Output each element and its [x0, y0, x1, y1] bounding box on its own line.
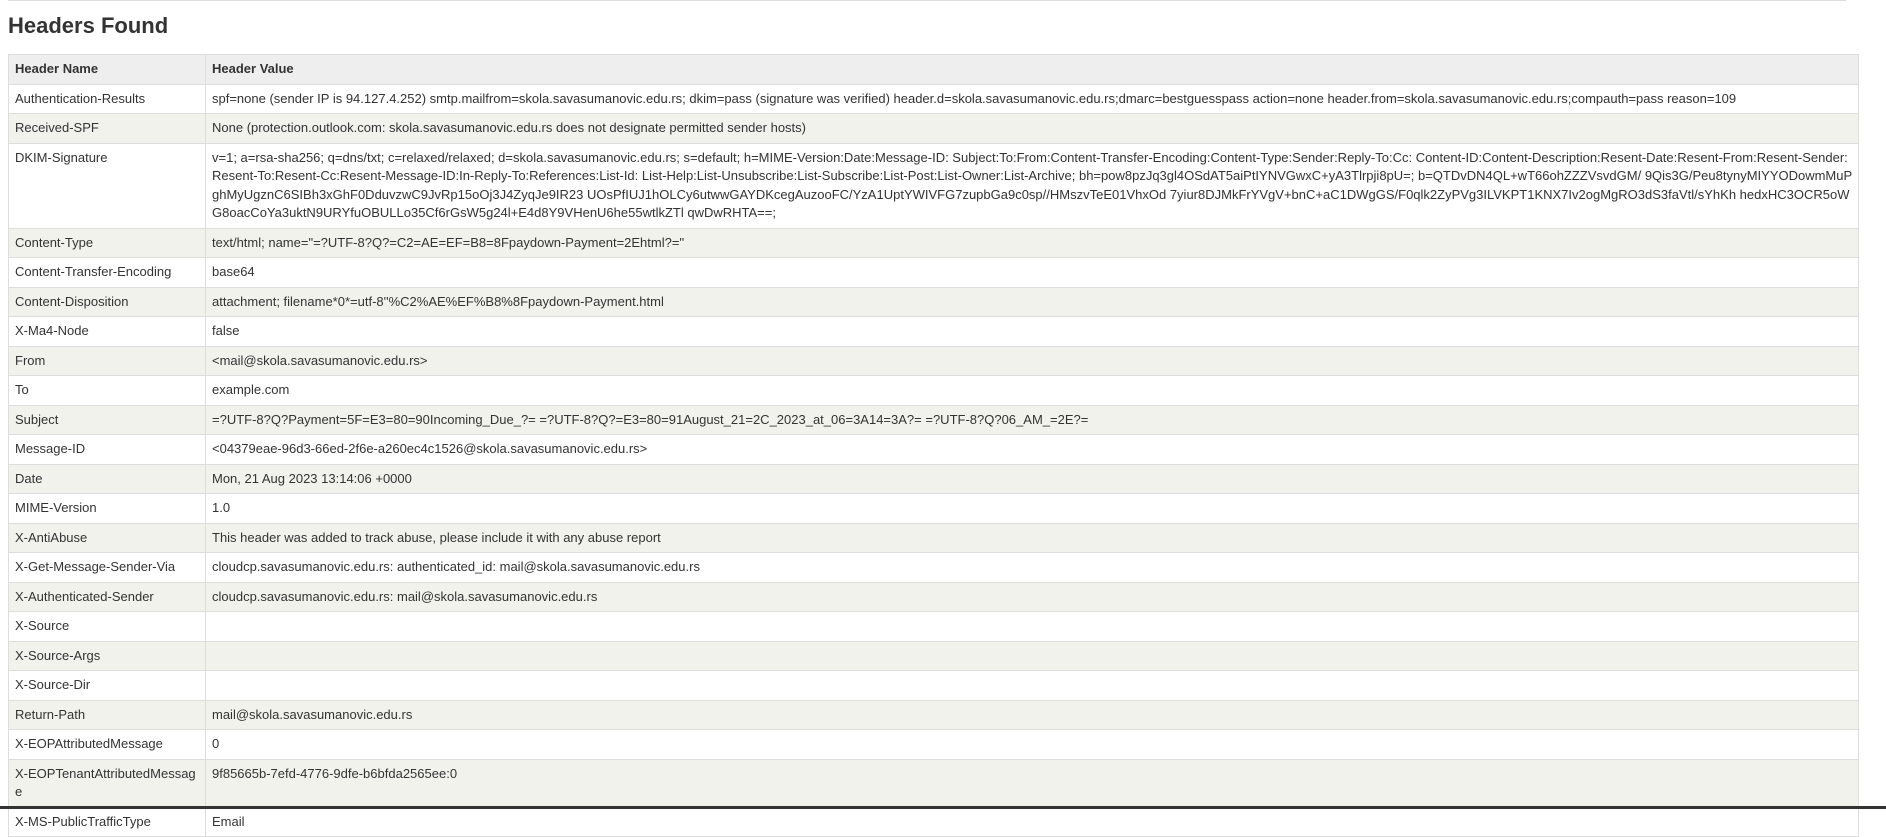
table-header-row — [9, 55, 1859, 85]
header-value-cell: base64 — [206, 258, 1859, 288]
table-row — [9, 671, 1859, 701]
header-value-cell: false — [206, 317, 1859, 347]
table-row — [9, 143, 1859, 228]
header-value-cell: cloudcp.savasumanovic.edu.rs: mail@skola.savasumanovic.edu.rs — [206, 582, 1859, 612]
table-row — [9, 464, 1859, 494]
header-name-cell: X-Source — [9, 612, 206, 642]
table-row — [9, 612, 1859, 642]
header-value-cell: mail@skola.savasumanovic.edu.rs — [206, 700, 1859, 730]
header-value-cell: 1.0 — [206, 494, 1859, 524]
header-value-cell: <04379eae-96d3-66ed-2f6e-a260ec4c1526@skola.savasumanovic.edu.rs> — [206, 435, 1859, 465]
header-name-cell: X-Authenticated-Sender — [9, 582, 206, 612]
header-name-cell: X-Ma4-Node — [9, 317, 206, 347]
headers-table — [8, 54, 1859, 837]
header-name-cell: Subject — [9, 405, 206, 435]
header-name-cell: Received-SPF — [9, 114, 206, 144]
table-row — [9, 523, 1859, 553]
header-name-cell: Authentication-Results — [9, 84, 206, 114]
table-row — [9, 730, 1859, 760]
table-row — [9, 317, 1859, 347]
table-row — [9, 84, 1859, 114]
table-row — [9, 807, 1859, 837]
column-header-value: Header Value — [206, 55, 1859, 85]
table-body — [9, 84, 1859, 837]
header-value-cell: spf=none (sender IP is 94.127.4.252) smtp.mailfrom=skola.savasumanovic.edu.rs; dkim=pass (signature was verified) header.d=skola.savasumanovic.edu.rs;dmarc=bestguesspass action=none header.from=skola.savasumanovic.edu.rs;compauth=pass reason=109 — [206, 84, 1859, 114]
header-name-cell: To — [9, 376, 206, 406]
page-title: Headers Found — [8, 13, 169, 38]
table-row — [9, 435, 1859, 465]
header-name-cell: DKIM-Signature — [9, 143, 206, 228]
table-row — [9, 405, 1859, 435]
header-name-cell: Return-Path — [9, 700, 206, 730]
header-name-cell: Content-Type — [9, 228, 206, 258]
table-row — [9, 346, 1859, 376]
header-value-cell: v=1; a=rsa-sha256; q=dns/txt; c=relaxed/relaxed; d=skola.savasumanovic.edu.rs; s=default; h=MIME-Version:Date:Message-ID: Subject:To:From:Content-Transfer-Encoding:Content-Type:Sender:Reply-To:Cc: Content-ID:Content-Description:Resent-Date:Resent-From:Resent-Sender: Resent-To:Resent-Cc:Resent-Message-ID:In-Reply-To:References:List-Id: List-Help:List-Unsubscribe:List-Subscribe:List-Post:List-Owner:List-Archive; bh=pow8pzJq3gl4OSdAT5aiPtIYNVGwxC+yA3Tlrpji8pU=; b=QTDvDN4QL+wT66ohZZZVsvdGM/ 9Qis3G/Peu8tynyMIYYODowmMuPghMyUgznC6SIBh3xGhF0DduvzwC9JvRp15oOj3J4ZyqJe9IR23 UOsPfIUJ1hOLCy6utwwGAYDKcegAuzooFC/YzA1UptYWIVFG7zupbGa9c0sp//HMszvTeE01VhxOd 7yiur8DJMkFrYVgV+bnC+aC1DWgGS/F0qlk2ZyPVg3ILVKPT1KNX7Iv2ogMgRO3dS3faVtl/sYhKh hedxHC3OCR5oWG8oacCoYa3uktN9URYfuOBULLo35Cf6rGsW5g24l+E4d8Y9VHenU6he55wtlkZTl qwDwRHTA==; — [206, 143, 1859, 228]
header-name-cell: X-EOPAttributedMessage — [9, 730, 206, 760]
header-name-cell: Date — [9, 464, 206, 494]
table-row — [9, 258, 1859, 288]
header-value-cell: None (protection.outlook.com: skola.savasumanovic.edu.rs does not designate permitted sender hosts) — [206, 114, 1859, 144]
table-row — [9, 376, 1859, 406]
header-name-cell: X-MS-PublicTrafficType — [9, 807, 206, 837]
header-value-cell: =?UTF-8?Q?Payment=5F=E3=80=90Incoming_Due_?= =?UTF-8?Q?=E3=80=91August_21=2C_2023_at_06=3A14=3A?= =?UTF-8?Q?06_AM_=2E?= — [206, 405, 1859, 435]
header-name-cell: Content-Disposition — [9, 287, 206, 317]
bottom-edge-bar — [0, 806, 1886, 809]
top-divider — [8, 0, 1846, 1]
header-name-cell: X-EOPTenantAttributedMessage — [9, 759, 206, 807]
table-row — [9, 287, 1859, 317]
header-value-cell: This header was added to track abuse, please include it with any abuse report — [206, 523, 1859, 553]
table-row — [9, 641, 1859, 671]
header-value-cell: 0 — [206, 730, 1859, 760]
header-name-cell: X-Get-Message-Sender-Via — [9, 553, 206, 583]
header-value-cell — [206, 671, 1859, 701]
header-value-cell: Email — [206, 807, 1859, 837]
headers-table-container — [8, 54, 1858, 837]
header-value-cell — [206, 612, 1859, 642]
table-row — [9, 582, 1859, 612]
header-value-cell: Mon, 21 Aug 2023 13:14:06 +0000 — [206, 464, 1859, 494]
table-row — [9, 494, 1859, 524]
header-value-cell: cloudcp.savasumanovic.edu.rs: authenticated_id: mail@skola.savasumanovic.edu.rs — [206, 553, 1859, 583]
header-value-cell: 9f85665b-7efd-4776-9dfe-b6bfda2565ee:0 — [206, 759, 1859, 807]
header-value-cell: attachment; filename*0*=utf-8''%C2%AE%EF%B8%8Fpaydown-Payment.html — [206, 287, 1859, 317]
table-row — [9, 700, 1859, 730]
header-name-cell: MIME-Version — [9, 494, 206, 524]
header-value-cell — [206, 641, 1859, 671]
header-name-cell: X-Source-Dir — [9, 671, 206, 701]
table-row — [9, 759, 1859, 807]
header-value-cell: <mail@skola.savasumanovic.edu.rs> — [206, 346, 1859, 376]
header-name-cell: X-AntiAbuse — [9, 523, 206, 553]
header-name-cell: X-Source-Args — [9, 641, 206, 671]
table-row — [9, 228, 1859, 258]
table-row — [9, 553, 1859, 583]
header-name-cell: Message-ID — [9, 435, 206, 465]
column-header-name: Header Name — [9, 55, 206, 85]
header-value-cell: text/html; name="=?UTF-8?Q?=C2=AE=EF=B8=8Fpaydown-Payment=2Ehtml?=" — [206, 228, 1859, 258]
header-value-cell: example.com — [206, 376, 1859, 406]
table-row — [9, 114, 1859, 144]
header-name-cell: Content-Transfer-Encoding — [9, 258, 206, 288]
header-name-cell: From — [9, 346, 206, 376]
